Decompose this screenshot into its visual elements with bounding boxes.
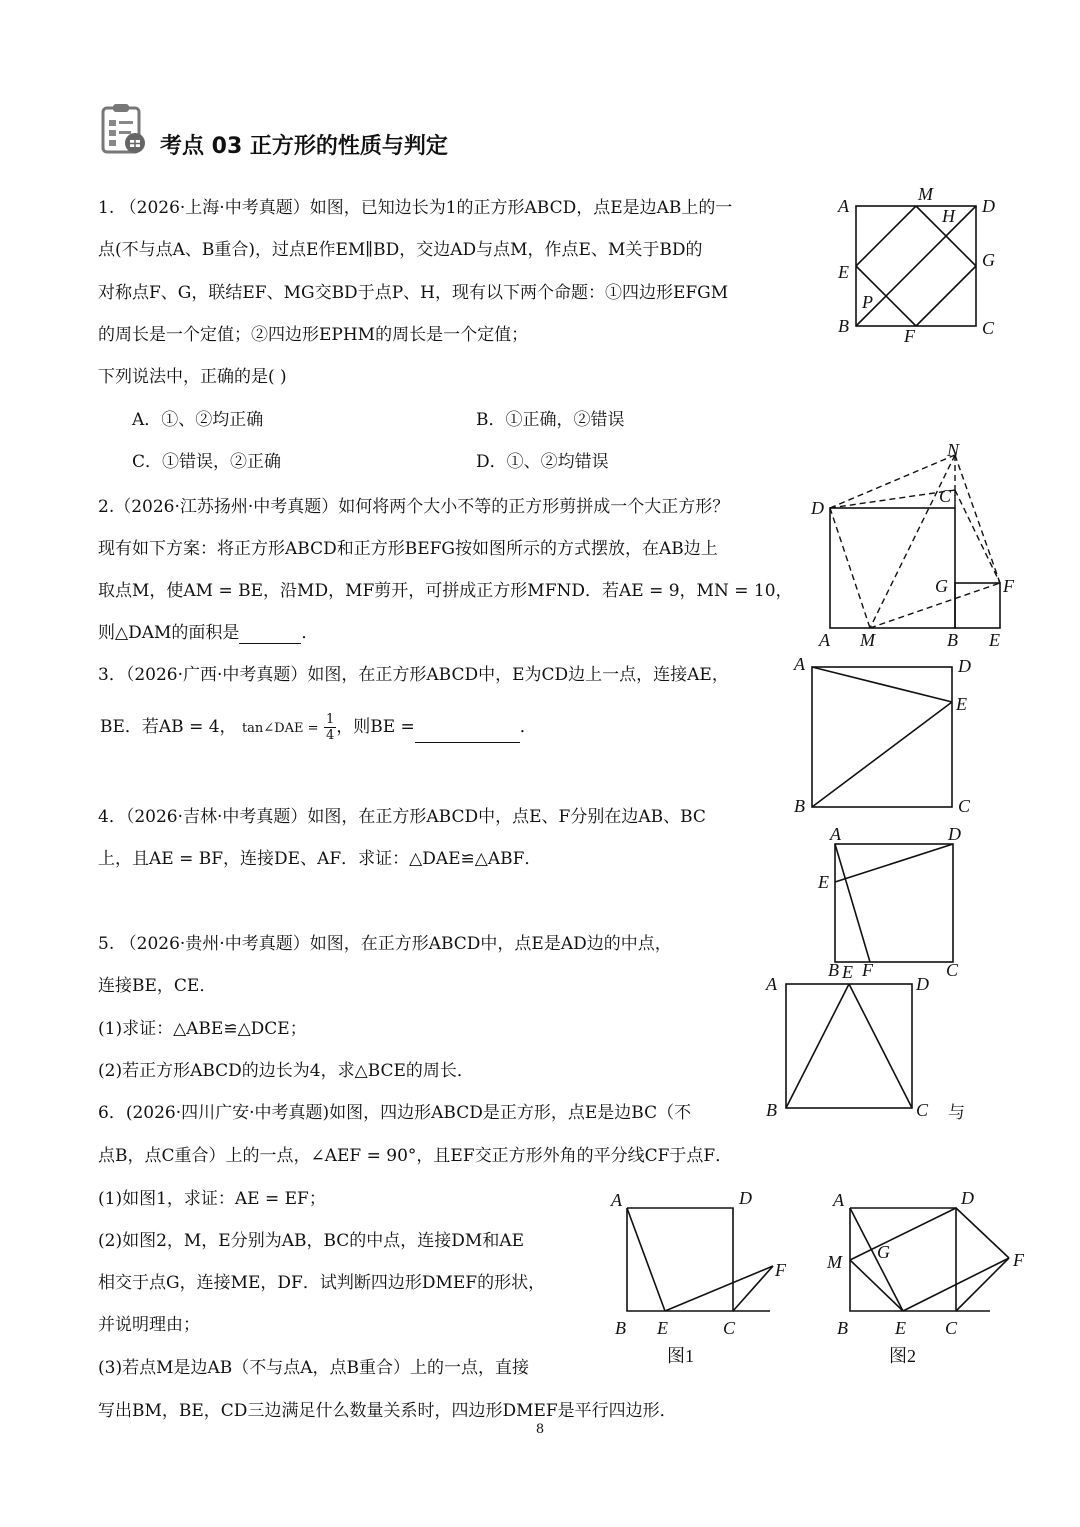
q3-line-2 (100, 712, 537, 743)
q6-fig2-label-c: C (945, 1318, 958, 1338)
q6-fig1-label-d: D (739, 1188, 752, 1208)
q5-fig-label-d: D (916, 974, 929, 994)
section-title: 考点 03 正方形的性质与判定 (160, 134, 448, 159)
q6-fig1-caption: 图1 (667, 1346, 694, 1366)
q6-fig2-label-e: E (895, 1318, 906, 1338)
q6-fig1-label-a: A (611, 1190, 622, 1210)
q3-line-2-end: ． (519, 717, 537, 737)
q2-line-4 (98, 622, 318, 644)
q1-option-b: B．①正确，②错误 (476, 410, 625, 430)
q2-line-4-end: ． (301, 623, 319, 643)
q2-fig-label-n: N (947, 440, 960, 460)
q2-fig-label-c: C (939, 486, 952, 506)
q5-figure (760, 958, 960, 1123)
q6-figure-1 (605, 1180, 805, 1370)
q5-fig-label-e: E (842, 962, 853, 982)
q2-line-4-text: 则△DAM的面积是 (98, 623, 240, 643)
q5-fig-label-a: A (766, 974, 777, 994)
q4-line-1: 4．（2026·吉林·中考真题）如图，在正方形ABCD中，点E、F分别在边AB、BC (98, 807, 706, 827)
q6-fig2-label-g: G (877, 1242, 890, 1262)
q6-line-1: 6．(2026·四川广安·中考真题)如图，四边形ABCD是正方形，点E是边BC（不 (98, 1103, 692, 1123)
q6-line-3: (1)如图1，求证：AE = EF； (98, 1189, 326, 1209)
q2-fig-label-g: G (935, 576, 948, 596)
q6-line-5: 相交于点G，连接ME，DF．试判断四边形DMEF的形状， (98, 1273, 546, 1293)
q2-fig-label-a: A (819, 630, 830, 650)
q1-fig-label-e: E (838, 262, 849, 282)
q1-line-4: 的周长是一个定值；②四边形EPHM的周长是一个定值； (98, 325, 529, 345)
q6-line-1b: 与 (948, 1103, 965, 1123)
q6-fig2-label-a: A (833, 1190, 844, 1210)
q1-fig-label-f: F (904, 326, 915, 346)
q1-fig-label-g: G (982, 250, 995, 270)
q6-figure-2 (825, 1180, 1040, 1370)
q1-fig-label-c: C (982, 318, 995, 338)
q6-line-4: (2)如图2，M，E分别为AB，BC的中点，连接DM和AE (98, 1231, 525, 1251)
q6-fig2-label-m: M (827, 1252, 842, 1272)
q1-line-3: 对称点F、G，联结EF、MG交BD于点P、H，现有以下两个命题：①四边形EFGM (98, 283, 729, 303)
q6-fig1-label-b: B (615, 1318, 626, 1338)
q5-fig-label-b: B (766, 1100, 777, 1120)
q2-fig-label-d: D (811, 498, 824, 518)
q5-line-4: (2)若正方形ABCD的边长为4，求△BCE的周长． (98, 1061, 474, 1081)
q2-figure (805, 440, 1030, 655)
q1-fig-label-m: M (918, 184, 933, 204)
q1-fig-label-b: B (838, 316, 849, 336)
q3-fig-label-b: B (794, 796, 805, 816)
q1-fig-label-a: A (838, 196, 849, 216)
q4-line-2: 上，且AE = BF，连接DE、AF．求证：△DAE≌△ABF． (98, 849, 542, 869)
q5-fig-label-c: C (916, 1100, 929, 1120)
q2-fig-label-e: E (989, 630, 1000, 650)
q1-fig-label-d: D (982, 196, 995, 216)
q6-fig2-caption: 图2 (889, 1346, 916, 1366)
q4-fig-label-a: A (830, 824, 841, 844)
q3-figure (790, 652, 980, 817)
q2-fig-label-m: M (860, 630, 875, 650)
q6-line-8: 写出BM，BE，CD三边满足什么数量关系时，四边形DMEF是平行四边形． (98, 1401, 677, 1421)
q1-line-2: 点(不与点A、B重合)，过点E作EM∥BD，交边AD与点M，作点E、M关于BD的 (98, 240, 703, 260)
q1-line-5: 下列说法中，正确的是( ) (98, 367, 287, 387)
q2-line-2: 现有如下方案：将正方形ABCD和正方形BEFG按如图所示的方式摆放，在AB边上 (98, 539, 718, 559)
q1-option-c: C．①错误，②正确 (132, 452, 282, 472)
q2-fig-label-b: B (947, 630, 958, 650)
q6-line-6: 并说明理由； (98, 1315, 200, 1335)
q3-fig-label-d: D (958, 656, 971, 676)
q6-fig1-label-e: E (657, 1318, 668, 1338)
q1-line-1: 1. （2026·上海·中考真题）如图，已知边长为1的正方形ABCD，点E是边AB上的一 (98, 198, 733, 218)
q6-line-7: (3)若点M是边AB（不与点A，点B重合）上的一点，直接 (98, 1358, 530, 1378)
q4-fig-label-d: D (948, 824, 961, 844)
q5-line-3: (1)求证：△ABE≌△DCE； (98, 1019, 307, 1039)
q1-figure (830, 180, 1010, 345)
q4-fig-label-b: B (828, 960, 839, 980)
q2-line-3: 取点M，使AM = BE，沿MD，MF剪开，可拼成正方形MFND．若AE = 9，MN = 10， (98, 581, 793, 601)
q3-tan: tan∠DAE = (241, 721, 319, 736)
q4-fig-label-c: C (946, 960, 959, 980)
q2-fig-label-f: F (1003, 576, 1014, 596)
q3-fraction (324, 712, 336, 743)
q1-option-a: A．①、②均正确 (132, 410, 264, 430)
q3-line-2-text: BE．若AB = 4， (100, 717, 237, 737)
q6-fig2-label-b: B (837, 1318, 848, 1338)
q1-fig-label-p: P (862, 292, 873, 312)
q6-fig1-label-c: C (723, 1318, 736, 1338)
q2-line-1: 2.（2026·江苏扬州·中考真题）如何将两个大小不等的正方形剪拼成一个大正方形？ (98, 497, 730, 517)
q4-fig-label-e: E (818, 872, 829, 892)
q3-line-1: 3．（2026·广西·中考真题）如图，在正方形ABCD中，E为CD边上一点，连接AE， (98, 665, 729, 685)
page-number: 8 (535, 1422, 545, 1437)
q3-fig-label-a: A (794, 654, 805, 674)
q1-option-d: D．①、②均错误 (476, 452, 609, 472)
q3-line-2-tail: ，则BE = (336, 717, 415, 737)
q3-answer-blank[interactable] (415, 724, 520, 743)
q3-fig-label-c: C (958, 796, 971, 816)
q6-line-2: 点B，点C重合）上的一点，∠AEF = 90°，且EF交正方形外角的平分线CF于点F． (98, 1146, 733, 1166)
clipboard-icon (100, 103, 150, 155)
q6-fig2-label-f: F (1013, 1250, 1024, 1270)
q4-fig-label-f: F (862, 960, 873, 980)
q6-fig2-label-d: D (961, 1188, 974, 1208)
q3-denominator: 4 (325, 728, 335, 743)
q2-answer-blank[interactable] (239, 625, 301, 644)
q5-line-2: 连接BE，CE． (98, 976, 217, 996)
q1-fig-label-h: H (942, 206, 955, 226)
q6-fig1-label-f: F (775, 1260, 786, 1280)
q5-line-1: 5. （2026·贵州·中考真题）如图，在正方形ABCD中，点E是AD边的中点， (98, 934, 672, 954)
q3-numerator: 1 (325, 712, 335, 727)
q3-fig-label-e: E (956, 694, 967, 714)
